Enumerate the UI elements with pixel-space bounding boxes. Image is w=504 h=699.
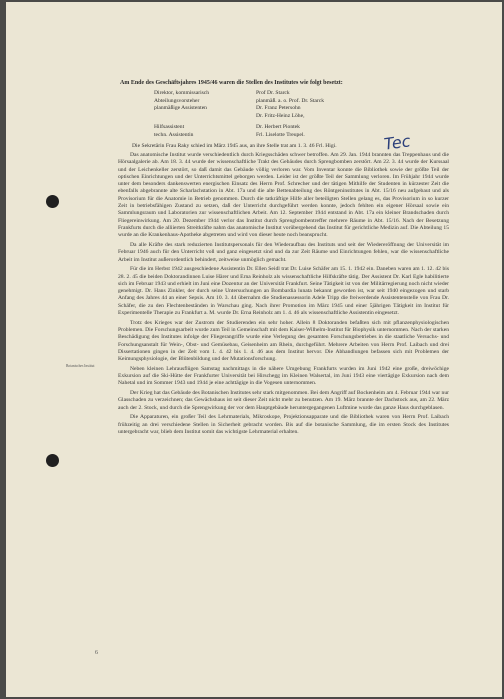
body-text [118,152,449,439]
staff-role: Abteilungsvorsteher [154,97,200,104]
staff-row [154,113,404,121]
paragraph: Neben kleinen Lehrausflügen Samstag nachmittags in die nähere Umgebung Frankfurts wurden im Juni 1942 eine große, dreiwöchige Exkursion auf die Ski-Hütte der Frankfurter Universität bei Hirschegg im Kleinen Walsertal, im Juni 1943 eine viertägige Exkursion nach dem Nahetal und im Sommer 1943 und 1944 je eine achttägige in die Vogesen unternommen. [118,365,449,387]
page-number: 6 [95,650,98,656]
paragraph: Für die im Herbst 1942 ausgeschiedene Assistentin Dr. Ellen Seidl trat Dr. Luise Schäfer am 15. 1. 1942 ein. Daneben waren am 1. 12. 42 bis 28. 2. 45 die beiden Doktorandinnen Luise Härer und Erna Reinholz als wissenschaftliche Hilfskräfte tätig. Der Assistent Dr. Karl Egle habilitierte sich im Februar 1943 und erhielt im Juni eine Dozentur an der Universität Frankfurt. Seine Tätigkeit ist von der Militärregierung noch nicht wieder genehmigt. Dr. Hans Zinkler, der durch seine Untersuchungen an Bombardia lunata bekannt geworden ist, war seit 1940 eingezogen und starb Anfang des Jahres 44 an einer Sepsis. Am 10. 3. 44 übernahm die Studienassessorin Adele Tripp die freiwerdende Assistentenstelle von Frau Dr. Schäfer, die zu den Flechtenbeständen in Warschau ging. Nach ihrer Promotion im März 1945 und einer 5jährigen Tätigkeit im Institut für Experimentelle Therapie zu Frankfurt a. M. wurde Dr. Erna Reinholz am 1. 4. 46 als wissenschaftliche Assistentin eingesetzt. [118,266,449,317]
staff-role: Hilfsassistent [154,124,185,131]
paragraph: Das anatomische Institut wurde verschiedentlich durch Kriegsschäden schwer betroffen. Am 29. Jan. 1944 brannten das Treppenhaus und die Hörsaalgalerie ab. Am 18. 3. 44 wurde der wissenschaftliche Trakt des Gebäudes durch Sprengbomben zerstört. Am 22. 3. 44 wurde der Kurssaal und der Leichenkeller zerstört, so daß damit das Gebäude völlig verloren war. Vom Inventar konnte die Bibliothek sowie der größte Teil der optischen Einrichtungen und der Unterrichtsmittel geborgen werden. Leider ist der größte Teil der Sammlung verloren. Im Frühjahr 1944 wurde unter dem besonders dankenswerten energischen Einsatz des Herrn Prof. Schrecher und der tätigen Mithilfe der Studenten in kürzester Zeit die ebenfalls abgebrannte alte Scharlachstation in Abt. 17a und die alte Bettenabteilung des Röntgeninstitutes in Abt. 15/16 neu aufgebaut und als Provisorium für die Anatomie in Betrieb genommen. Durch die tatkräftige Hilfe aller beteiligten Stellen gelang es, das Provisorium in so kurzer Zeit in betriebsfähigen Zustand zu setzen, daß der Unterricht durchgeführt werden konnte, jedoch fehlten ein eigener Hörsaal sowie ein Sammlungsraum und Laboratorien zur wissenschaftlichen Arbeit. Am 12. September 1944 entstand in Abt. 17a ein kleiner Brandschaden durch Fliegereinwirkung. Am 20. Dezember 1944 verlor das Institut durch Sprengbombentreffer mehrere Räume in Abt. 15/16. Nach der Besetzung Frankfurts durch die alliierten Streitkräfte nahm das anatomische Institut vorübergehend das Institut für gerichtliche Medizin auf. Die Abteilung 15 wurde an die Krankenhaus-Apotheke abgetreten und wird von dieser heute noch beansprucht. [118,152,449,239]
staff-role: planmäßige Assistenten [154,105,207,112]
staff-role: techn. Assistentin [154,131,194,138]
staff-name: Dr. Fritz-Heinz Löhe, [256,112,305,119]
document-page [6,2,502,697]
staff-list [154,90,404,140]
staff-name: Dr. Franz Petersohn [256,105,301,112]
paragraph: Der Krieg hat das Gebäude des Botanischen Institutes sehr stark mitgenommen. Bei dem Angriff auf Bockenheim am 4. Februar 1944 war nur Glasschaden zu verzeichnen; das Gewächshaus ist seit dieser Zeit nicht mehr zu benutzen. Am 19. März brannte der Dachstock aus, am 22. März auch der 2. Stock, und durch die Sprengwirkung der vor dem Hauptgebäude heruntergegangenen Luftmine wurde das ganze Haus durchgeblasen. [118,390,449,411]
staff-name: Frl. Liselotte Treupel. [256,131,305,138]
staff-name: Dr. Herbert Piontek [256,124,300,131]
staff-name: planmäß. a. o. Prof. Dr. Starck [256,97,325,104]
staff-row [154,105,404,113]
punch-hole [46,195,59,208]
staff-role: Direktor, kommissarisch [154,90,210,96]
handwritten-mark: Tec [382,131,412,154]
staff-row [154,132,404,140]
staff-row [154,124,404,132]
staff-role [154,113,256,121]
staff-row [154,90,404,98]
paragraph: Die Apparaturen, ein großer Teil des Lehrmaterials, Mikroskope, Projektionsapparate und die Bibliothek waren von Herrn Prof. Laibach frühzeitig an drei verschiedene Stellen in Sicherheit gebracht worden. Bis auf die botanische Sammlung, die im ersten Stock des Institutes untergebracht war, blieb dem Institut somit das wichtigste Lehrmaterial erhalten. [118,414,449,436]
paragraph: Trotz des Krieges war der Zustrom der Studierenden ein sehr hoher. Allein 8 Doktoranden befaßten sich mit pflanzenphysiologischen Problemen. Die Forschungsarbeit wurde zum Teil in Gemeinschaft mit dem Kaiser-Wilhelm-Institut für Biophysik unternommen. Nach der starken Beschädigung des Institutes infolge der Fliegerangriffe wurde eine Verlegung des gesamten Forschungsbetriebes in die staatliche Versuchs- und Forschungsanstalt für Wein-, Obst- und Gemüsebau, Geisenheim am Rhein, durchgeführt. Mehrere Arbeiten von Herrn Prof. Laibach und drei Dissertationen gingen in der Zeit vom 1. 4. 42 bis 1. 4. 46 aus dem Institut hervor. Die Abhandlungen befassen sich mit Problemen der Keimungsphysiologie, der Blütenbildung und der Mutationsforschung. [118,319,449,363]
secretary-note: Die Sekretärin Frau Raky schied im März 1945 aus, an ihre Stelle trat am 1. 3. 46 Frl. Higi. [132,143,337,149]
staff-heading: Am Ende des Geschäftsjahres 1945/46 waren die Stellen des Institutes wie folgt besetzt: [120,80,343,86]
margin-note: Botanisches Institut [66,364,95,368]
punch-hole [46,454,59,467]
staff-name: Prof Dr. Starck [256,90,290,96]
paragraph: Da alle Kräfte des stark reduzierten Institutspersonals für den Wiederaufbau des Instituts und seit der Wiedereröffnung der Universität im Februar 1946 auch für den Unterricht voll und ganz eingesetzt sind und da zur Zeit Räume und Einrichtungen fehlen, war die wissenschaftliche Arbeit im Institut außerordentlich behindert, zeitweise unmöglich gemacht. [118,241,449,263]
